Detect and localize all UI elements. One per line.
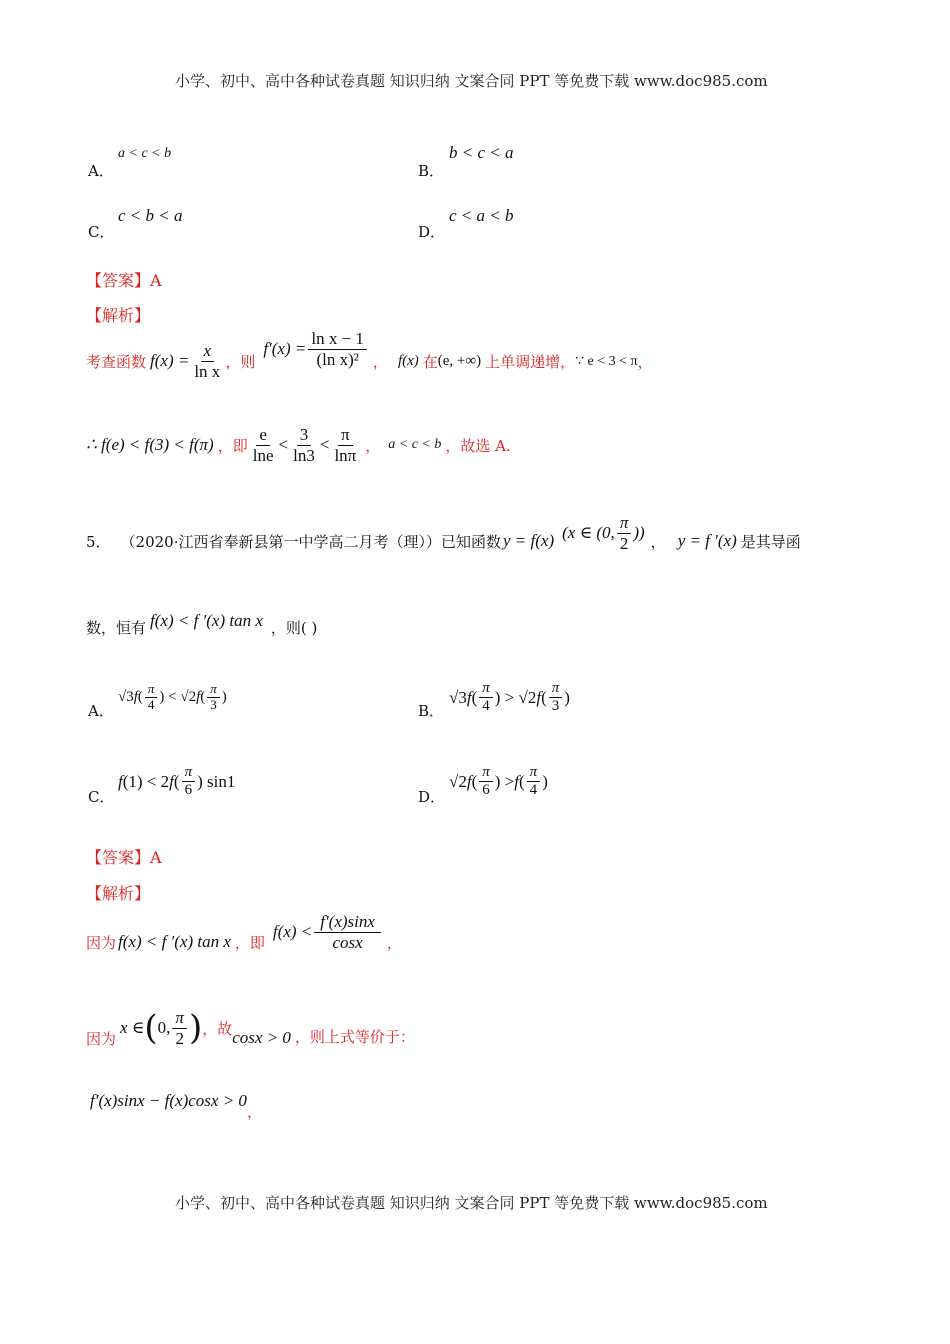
fraction xyxy=(172,1008,187,1048)
q5-option-a-math: √3 f ( $\frac{\pi}{4}$ ) < √2 f ( $\frac{\pi}{3}$ ) xyxy=(118,681,227,712)
text-segment: ， xyxy=(246,1102,262,1121)
q4-analysis-line2 xyxy=(86,418,511,472)
q5-analysis-line1 xyxy=(86,911,402,970)
text-segment: 是其导函 xyxy=(740,532,801,551)
text-segment: ，故 xyxy=(202,1019,233,1038)
q5-analysis-line2 xyxy=(86,1000,415,1056)
q4-answer-tag: 【答案】A xyxy=(86,271,162,290)
q4-analysis-tag: 【解析】 xyxy=(86,306,151,325)
q5-stem-line2 xyxy=(86,612,317,642)
equivalent-inequality: f′(x)sinx − f(x)cosx > 0 xyxy=(90,1091,247,1110)
text-segment: ， xyxy=(365,436,381,455)
inequality-chain: ∴ f(e) < f(3) < f(π) xyxy=(86,435,214,454)
page-footer: 小学、初中、高中各种试卷真题 知识归纳 文案合同 PPT 等免费下载 www.doc985.com xyxy=(175,1194,768,1212)
less-than: < xyxy=(278,435,289,454)
q5-option-b-label: B． xyxy=(418,702,445,720)
fraction-numerator: ln x − 1 xyxy=(308,329,367,350)
option-c-label: C． xyxy=(88,223,115,241)
text-segment: 因为 xyxy=(86,1029,117,1048)
text-segment: 因为 xyxy=(86,933,117,952)
fraction-denominator: 2 xyxy=(619,533,629,553)
text-segment: 考查函数 xyxy=(86,352,147,371)
fraction xyxy=(331,425,359,465)
fraction-numerator: x xyxy=(201,341,215,362)
fraction xyxy=(290,425,318,465)
question-source: （2020·江西省奉新县第一中学高二月考（理））已知函数 xyxy=(120,532,501,551)
text-segment: ， xyxy=(386,933,402,952)
paren-open: ( xyxy=(144,1008,158,1048)
fraction xyxy=(314,912,381,952)
fraction xyxy=(617,513,632,553)
fraction-numerator: π xyxy=(172,1008,187,1029)
text-segment: ，即 xyxy=(217,436,248,455)
text-segment: ，则 xyxy=(225,352,256,371)
derivative-y: y = f ′(x) xyxy=(677,531,737,550)
condition-inequality: f(x) < f ′(x) tan x xyxy=(150,611,263,630)
q5-analysis-line3 xyxy=(90,1084,262,1121)
domain-suffix: )) xyxy=(633,523,645,542)
question-number: 5． xyxy=(86,532,111,551)
interval-zero: 0, xyxy=(157,1018,171,1037)
fraction-numerator: 3 xyxy=(297,425,312,446)
text-segment: ，则上式等价于： xyxy=(294,1027,415,1046)
text-segment: ，即 xyxy=(234,933,265,952)
fraction xyxy=(308,329,367,369)
option-c-math: c < b < a xyxy=(118,206,183,225)
paren-close: ) xyxy=(188,1008,203,1048)
q4-analysis-line1 xyxy=(86,328,653,386)
fraction-denominator: 2 xyxy=(175,1028,184,1048)
text-segment: 数，恒有 xyxy=(86,618,147,637)
condition-inequality: f(x) < f ′(x) tan x xyxy=(118,932,231,951)
fraction-denominator: lnπ xyxy=(334,445,357,465)
q5-option-d-math: √2 f ( $\frac{\pi}{6}$ ) > f ( $\frac{\pi}{4}$ ) xyxy=(449,764,548,799)
text-segment: ， xyxy=(637,352,653,371)
option-d-math: c < a < b xyxy=(449,206,514,225)
order-result: a < c < b xyxy=(388,437,442,452)
derivative-def: f′(x) = xyxy=(263,339,307,358)
variable-in: x ∈ xyxy=(120,1018,145,1037)
less-than: < xyxy=(319,435,330,454)
fraction-denominator: ln3 xyxy=(293,445,315,465)
text-segment: ， xyxy=(372,352,388,371)
function-ref: f(x) xyxy=(397,352,419,369)
fraction-denominator: cosx xyxy=(332,932,363,952)
q5-analysis-tag: 【解析】 xyxy=(86,884,151,903)
q5-option-c-label: C． xyxy=(88,788,115,806)
q5-stem-line1 xyxy=(86,512,801,566)
text-segment: ，则( ) xyxy=(270,618,318,637)
text-segment: ， xyxy=(650,532,666,551)
fraction-numerator: π xyxy=(338,425,353,446)
text-segment: ，故选 A. xyxy=(445,436,511,455)
cos-positive: cosx > 0 xyxy=(232,1028,291,1047)
q5-option-a-label: A． xyxy=(88,702,114,720)
option-b-math: b < c < a xyxy=(449,143,514,162)
fraction-numerator: e xyxy=(256,425,270,446)
page-header: 小学、初中、高中各种试卷真题 知识归纳 文案合同 PPT 等免费下载 www.doc985.com xyxy=(175,72,768,90)
fraction-denominator: (ln x)² xyxy=(316,349,359,369)
inequality-lhs: f(x) < xyxy=(272,922,313,941)
because-inequality: ∵ e < 3 < π xyxy=(575,353,638,369)
option-a-label: A． xyxy=(88,162,114,180)
option-d-label: D． xyxy=(418,223,446,241)
q5-answer-tag: 【答案】A xyxy=(86,848,162,867)
option-b-label: B． xyxy=(418,162,445,180)
interval: (e, +∞) xyxy=(437,352,482,369)
q5-option-b-math: √3 f ( $\frac{\pi}{4}$ ) > √2 f ( $\frac{\pi}{3}$ ) xyxy=(449,680,570,715)
q5-option-d-label: D． xyxy=(418,788,446,806)
q5-option-c-math: f (1) < 2 f ( $\frac{\pi}{6}$ ) sin1 xyxy=(118,764,236,799)
fraction xyxy=(250,425,277,465)
function-def: f(x) = xyxy=(150,351,190,370)
fraction-denominator: lne xyxy=(252,445,274,465)
fraction-numerator: f′(x)sinx xyxy=(314,912,381,933)
fraction xyxy=(191,341,223,381)
text-segment: 在 xyxy=(422,352,438,371)
function-y: y = f(x) xyxy=(503,531,555,550)
text-segment: 上单调递增， xyxy=(485,352,576,371)
domain-prefix: (x ∈ (0, xyxy=(562,523,615,542)
fraction-numerator: π xyxy=(617,513,632,534)
fraction-denominator: ln x xyxy=(194,361,221,381)
option-a-math: a < c < b xyxy=(118,146,172,161)
